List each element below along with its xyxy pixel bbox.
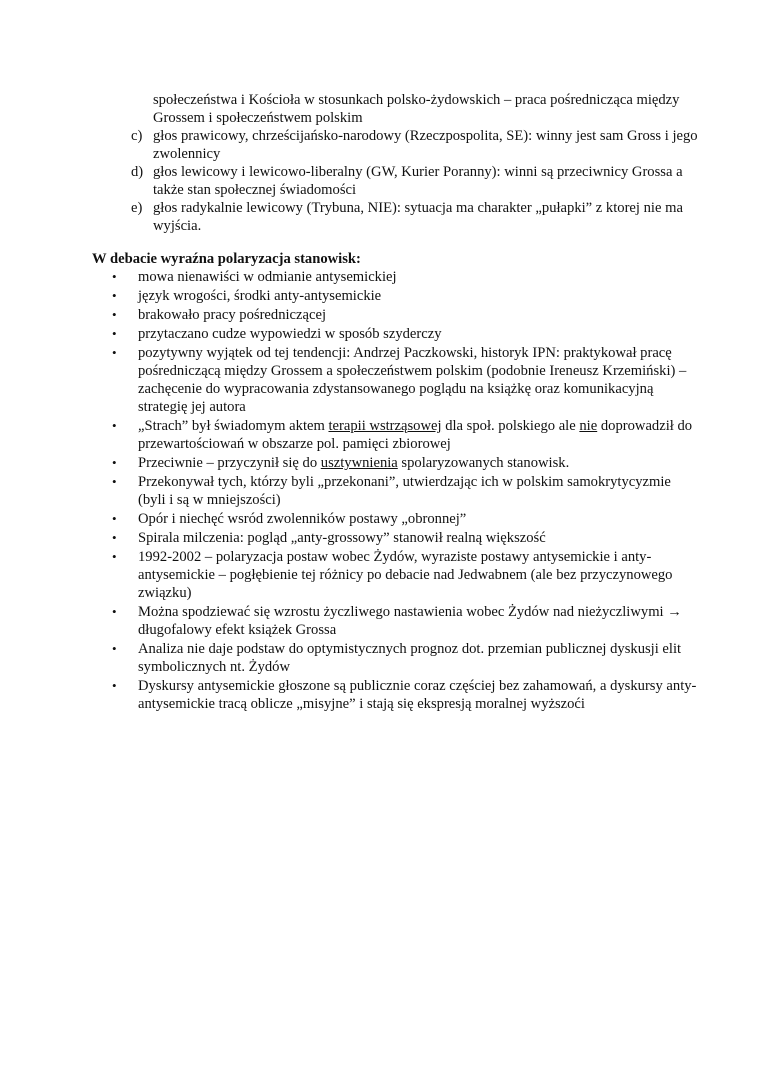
bullet-icon: •: [112, 326, 117, 341]
bullet-text: Spirala milczenia: pogląd „anty-grossowy” stanowił realną większość: [138, 530, 546, 546]
bullet-text-part: doprowadził do przewartościowań w obszarze pol. pamięci zbiorowej: [138, 418, 693, 452]
bullet-text: [138, 455, 569, 471]
bullet-text: brakowało pracy pośredniczącej: [138, 307, 327, 323]
bullet-text-part: spolaryzowanych stanowisk.: [397, 455, 570, 471]
bullet-item: [0, 473, 700, 509]
bullet-list: [0, 268, 700, 714]
bullet-item: [0, 287, 700, 305]
bullet-text: mowa nienawiści w odmianie antysemickiej: [138, 269, 397, 285]
list-item-text: głos radykalnie lewicowy (Trybuna, NIE): sytuacja ma charakter „pułapki” z ktorej nie ma wyjścia.: [153, 200, 683, 234]
list-item-text: głos lewicowy i lewicowo-liberalny (GW, Kurier Poranny): winni są przeciwnicy Grossa a także stan społecznej świadomości: [153, 164, 683, 198]
bullet-icon: •: [112, 455, 117, 470]
bullet-item: [0, 344, 700, 416]
list-item: [0, 199, 700, 235]
bullet-icon: •: [112, 345, 117, 360]
bullet-text-part: Przeciwnie – przyczynił się do: [138, 455, 321, 471]
bullet-item: [0, 325, 700, 343]
bullet-text: przytaczano cudze wypowiedzi w sposób szyderczy: [138, 326, 442, 342]
bullet-item: [0, 268, 700, 286]
bullet-text: Analiza nie daje podstaw do optymistycznych prognoz dot. przemian publicznej dyskusji elit symbolicznych nt. Żydów: [138, 641, 682, 675]
alpha-list: [0, 127, 700, 235]
continuation-paragraph: społeczeństwa i Kościoła w stosunkach polsko-żydowskich – praca pośrednicząca między Grossem i społeczeństwem polskim: [153, 92, 680, 126]
list-item-label: d): [131, 164, 144, 180]
bullet-text: pozytywny wyjątek od tej tendencji: Andrzej Paczkowski, historyk IPN: praktykował pracę pośredniczącą między Grossem a społeczeństwem polskim (podobnie Ireneusz Krzemiński) – zachęcenie do wypracowania zdystansowanego poglądu na książkę oraz komunikacyjną strategię jej autora: [138, 345, 687, 415]
bullet-icon: •: [112, 549, 117, 564]
bullet-icon: •: [112, 288, 117, 303]
list-item: [0, 127, 700, 163]
underlined-text: terapii wstrząsowej: [328, 418, 442, 434]
bullet-item: [0, 603, 700, 639]
bullet-item: [0, 417, 700, 453]
bullet-text: język wrogości, środki anty-antysemickie: [138, 288, 382, 304]
bullet-icon: •: [112, 511, 117, 526]
bullet-text: Przekonywał tych, którzy byli „przekonani”, utwierdzając ich w polskim samokrytycyzmie (byli i są w mniejszości): [138, 474, 671, 508]
bullet-icon: •: [112, 678, 117, 693]
list-item-label: c): [131, 128, 143, 144]
bullet-text-part: dla społ. polskiego ale: [441, 418, 580, 434]
bullet-icon: •: [112, 307, 117, 322]
bullet-text-part: Można spodziewać się wzrostu życzliwego nastawienia wobec Żydów nad nieżyczliwymi: [138, 604, 668, 620]
list-item: [0, 163, 700, 199]
bullet-text: Opór i niechęć wsród zwolenników postawy „obronnej”: [138, 511, 467, 527]
section-heading: W debacie wyraźna polaryzacja stanowisk:: [92, 251, 361, 267]
bullet-icon: •: [112, 604, 117, 619]
bullet-item: [0, 454, 700, 472]
bullet-text-part: długofalowy efekt książek Grossa: [138, 622, 337, 638]
bullet-text: 1992-2002 – polaryzacja postaw wobec Żydów, wyraziste postawy antysemickie i anty-antysemickie – pogłębienie tej różnicy po debacie nad Jedwabnem (ale bez przyczynowego związku): [138, 549, 673, 601]
bullet-item: [0, 510, 700, 528]
bullet-text-part: „Strach” był świadomym aktem: [138, 418, 329, 434]
bullet-item: [0, 529, 700, 547]
bullet-icon: •: [112, 418, 117, 433]
right-arrow-icon: →: [667, 604, 682, 620]
bullet-text: [138, 418, 692, 452]
bullet-item: [0, 677, 700, 713]
bullet-text: Dyskursy antysemickie głoszone są publicznie coraz częściej bez zahamowań, a dyskursy anty-antysemickie tracą oblicze „misyjne” i stają się ekspresją moralnej wyższoći: [138, 678, 697, 712]
bullet-text: [138, 604, 682, 638]
underlined-text: nie: [579, 418, 598, 434]
bullet-icon: •: [112, 641, 117, 656]
bullet-item: [0, 640, 700, 676]
list-item-text: głos prawicowy, chrześcijańsko-narodowy (Rzeczpospolita, SE): winny jest sam Gross i jego zwolennicy: [153, 128, 698, 162]
underlined-text: usztywnienia: [320, 455, 398, 471]
bullet-icon: •: [112, 474, 117, 489]
bullet-item: [0, 548, 700, 602]
bullet-item: [0, 306, 700, 324]
bullet-icon: •: [112, 269, 117, 284]
bullet-icon: •: [112, 530, 117, 545]
list-item-label: e): [131, 200, 143, 216]
